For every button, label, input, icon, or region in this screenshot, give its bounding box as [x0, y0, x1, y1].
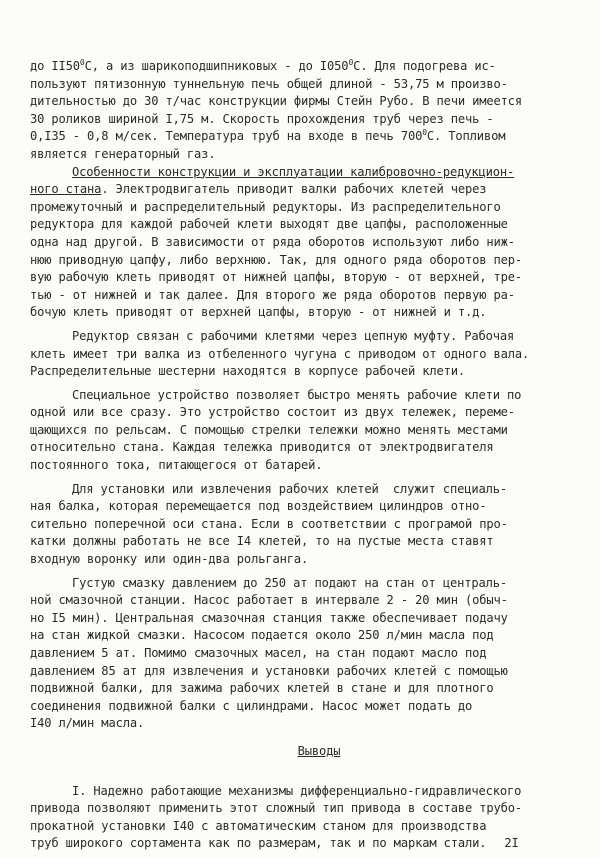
text-line: до $II50^0С$, а из шарикоподшипниковых - до $I050^0С$. Для подогрева ис-	[30, 58, 496, 73]
underlined-topic: ного стана	[30, 182, 102, 197]
paragraph-furnace	[30, 58, 578, 164]
text-line: на стан жидкой смазки. Насосом подается около 250 л/мин масла под	[30, 628, 494, 643]
text-line: вую рабочую клеть приводят от нижней цапфы, вторую - от верхней, тре-	[30, 270, 523, 285]
text-line: привода позволяют применить этот сложный тип привода в составе трубо-	[30, 801, 523, 816]
underlined-topic: Особенности конструкции и эксплуатации калибровочно-редукцион-	[72, 164, 515, 179]
text-line: является генераторный газ.	[30, 146, 216, 161]
text-line: промежуточный и распределительный редукторы. Из распределительного	[30, 199, 501, 214]
paragraph-mill-design	[30, 164, 578, 322]
text-line: давлением 85 ат для извлечения и установки рабочих клетей с помощью	[30, 663, 508, 678]
text-line: Редуктор связан с рабочими клетями через цепную муфту. Рабочая	[72, 328, 515, 343]
section-heading: Выводы	[297, 743, 341, 758]
text-line: нюю приводную цапфу, либо верхнюю. Так, для одного ряда оборотов пер-	[30, 252, 523, 267]
text-line: I. Надежно работающие механизмы дифференциально-гидравлического	[72, 783, 522, 798]
text-line: труб широкого сортамента как по размерам, так и по маркам стали. 2I	[30, 836, 519, 851]
page-number: 2I	[504, 836, 519, 851]
conclusion-item-1	[30, 783, 578, 853]
paragraph-special-device	[30, 387, 578, 475]
paragraph-reducer	[30, 328, 578, 381]
document-body	[30, 58, 578, 853]
text-line: катки должны работать не все I4 клетей, то на пустые места ставят	[30, 534, 494, 549]
text-line: соединения подвижной балки с цилиндрами. Насос может подать до	[30, 698, 473, 713]
text-line: 0,I35 - 0,8 м/сек. Температура труб на входе в печь $700^0С$. Топливом	[30, 128, 506, 144]
text-line: Для установки или извлечения рабочих клетей служит специаль-	[72, 481, 507, 496]
text-line: ная балка, которая перемещается под воздействием цилиндров отно-	[30, 499, 487, 514]
text-line: подвижной балки, для зажима рабочих клетей в стане и для плотного	[30, 681, 494, 696]
text-line: I40 л/мин масла.	[30, 716, 145, 731]
text-line: бочую клеть приводят от верхней цапфы, вторую - от нижней и т.д.	[30, 305, 487, 320]
text-line: ной смазочной станции. Насос работает в интервале 2 - 20 мин (обыч-	[30, 593, 508, 608]
text-line: Специальное устройство позволяет быстро менять рабочие клети по	[72, 387, 522, 402]
text-line: клеть имеет три валка из отбеленного чугуна с приводом от одного вала.	[30, 346, 530, 361]
text-line: дительностью до 30 т/час конструкции фирмы Стейн Рубо. В печи имеется	[30, 94, 523, 109]
text-line: сительно поперечной оси стана. Если в соответствии с програмой про-	[30, 516, 508, 531]
text-line: давлением 5 ат. Помимо смазочных масел, на стан подают масло под	[30, 646, 487, 660]
text-line: прокатной установки I40 с автоматическим станом для производства	[30, 818, 487, 833]
text-line: но I5 мин). Центральная смазочная станция также обеспечивает подачу	[30, 610, 508, 625]
text-line: одной или все сразу. Это устройство состоит из двух тележек, переме-	[30, 405, 515, 420]
paragraph-beam	[30, 481, 578, 569]
text-line: Распределительные шестерни находятся в корпусе рабочей клети.	[30, 364, 465, 379]
text-line: постоянного тока, питающегося от батарей.	[30, 458, 323, 473]
text-line: ного стана. Электродвигатель приводит валки рабочих клетей через	[30, 182, 487, 197]
text-line: входную воронку или один-два рольганга.	[30, 552, 309, 567]
text-line: пользуют пятизонную туннельную печь общей длиной - 53,75 м произво-	[30, 76, 508, 91]
text-line: 30 роликов шириной I,75 м. Скорость прохождения труб через печь -	[30, 111, 494, 126]
text-line	[30, 164, 578, 182]
text-line: щающихся по рельсам. С помощью стрелки тележки можно менять местами	[30, 422, 508, 437]
text-line: тью - от нижней и так далее. Для второго же ряда оборотов первую ра-	[30, 287, 515, 302]
text-line: редуктора для каждой рабочей клети выходят две цапфы, расположенные	[30, 217, 508, 232]
paragraph-lubrication	[30, 575, 578, 733]
text-line: относительно стана. Каждая тележка приводится от электродвигателя	[30, 440, 494, 455]
text-line: одна над другой. В зависимости от ряда оборотов используют либо ниж-	[30, 234, 515, 249]
text-line: Густую смазку давлением до 250 ат подают на стан от централь-	[72, 575, 507, 590]
